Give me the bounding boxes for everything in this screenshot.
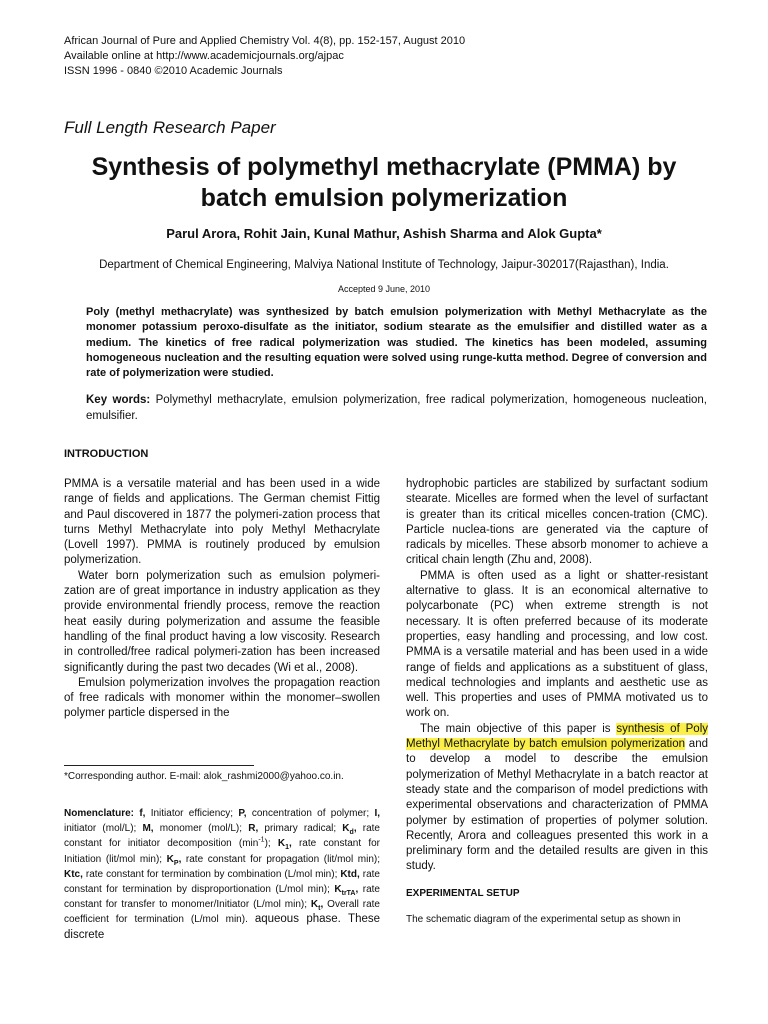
experimental-setup-text: The schematic diagram of the experimental setup as shown in [406, 914, 681, 925]
intro-paragraph-3: Emulsion polymerization involves the propagation reaction of free radicals with monomer within the monomer–swollen polymer particle dispersed in the [64, 676, 380, 720]
footnote-divider [64, 765, 254, 766]
nomenclature-label: Nomenclature: [64, 808, 135, 819]
journal-header [64, 34, 465, 79]
objective-text-post: and to develop a model to describe the emulsion polymerization of Methyl Methacrylate in a batch reactor at steady state and the comparison of model predictions with experimental observations and characterization of PMMA polymer by estimation of properties of polymer solution. Recently, Arora and colleagues presented this work in a preliminary form and the detailed results are given in this study. [406, 738, 708, 873]
col2-paragraph-3 [406, 722, 708, 875]
journal-issn: ISSN 1996 - 0840 ©2010 Academic Journals [64, 65, 283, 77]
objective-text-pre: The main objective of this paper is [420, 722, 617, 735]
nomenclature-tail: aqueous phase. These discrete [64, 913, 380, 941]
introduction-heading: INTRODUCTION [64, 448, 149, 460]
author-list: Parul Arora, Rohit Jain, Kunal Mathur, Ashish Sharma and Alok Gupta* [166, 226, 602, 241]
col2-paragraph-2: PMMA is often used as a light or shatter-resistant alternative to glass. It is an economical alternative to polycarbonate (PC) when extreme strength is not necessary. It is often preferred because of its moderate properties, easy handling and processing, and low cost. PMMA is a versatile material and has been used in a wide range of fields and applications as a substituent of glass, medical technologies and implants and aesthetic use as well. This properties and uses of PMMA motivated us to work on. [406, 569, 708, 720]
journal-url[interactable]: Available online at http://www.academicjournals.org/ajpac [64, 50, 344, 62]
introduction-column [64, 477, 380, 722]
right-column [406, 477, 708, 875]
keywords-label: Key words: [86, 394, 151, 406]
paper-type: Full Length Research Paper [64, 118, 276, 137]
keywords-text: Polymethyl methacrylate, emulsion polymerization, free radical polymerization, homogeneous nucleation, emulsifier. [86, 394, 707, 422]
affiliation: Department of Chemical Engineering, Malviya National Institute of Technology, Jaipur-302017(Rajasthan), India. [99, 259, 669, 271]
journal-citation: African Journal of Pure and Applied Chemistry Vol. 4(8), pp. 152-157, August 2010 [64, 35, 466, 47]
keywords [86, 392, 707, 424]
col2-paragraph-1: hydrophobic particles are stabilized by surfactant sodium stearate. Micelles are formed when the level of surfactant is greater than its critical micelles concen-tration (CMC). Particle nuclea-tions are generated via the capture of radicals by micelles. These absorb monomer to achieve a critical chain length (Zhu and, 2008). [406, 478, 708, 567]
nomenclature: Nomenclature: f, Initiator efficiency; P, concentration of polymer; I, initiator (mol/L); M, monomer (mol/L); R, primary radical; $K_d$, rate constant for initiator decomposition $(\min^{-1})$; $K_1$, rate constant for Initiation (lit/mol min); $K_P$, rate constant for propagation (lit/mol min); Ktc, rate constant for termination by combination (L/mol min); Ktd, rate constant for termination by disproportionation (L/mol min); $K_{trTA}$, rate constant for transfer to monomer/Initiator (L/mol min); $K_t$, Overall rate coefficient for termination (L/mol min). aqueous phase. These discrete [64, 808, 380, 941]
abstract: Poly (methyl methacrylate) was synthesized by batch emulsion polymerization with Methyl Methacrylate as the monomer potassium peroxo-disulfate as the initiator, sodium stearate as the emulsifier and distilled water as a medium. The kinetics of free radical polymerization was studied. The kinetics has been modeled, assuming homogeneous nucleation and the resulting equation were solved using runge-kutta method. Degree of conversion and rate of polymerization were studied. [86, 306, 707, 380]
highlighted-objective[interactable]: synthesis of Poly Methyl Methacrylate by batch emulsion polymerization [406, 722, 708, 751]
corresponding-author-footnote: *Corresponding author. E-mail: alok_rashmi2000@yahoo.co.in. [64, 771, 344, 782]
accepted-date: Accepted 9 June, 2010 [337, 284, 431, 294]
paper-title: Synthesis of polymethyl methacrylate (PMMA) by batch emulsion polymerization [91, 153, 677, 212]
experimental-setup-heading: EXPERIMENTAL SETUP [406, 888, 520, 899]
intro-paragraph-2: Water born polymerization such as emulsion polymeri-zation are of great importance in industry application as they provide environmental friendly process, remove the reaction heat easily during polymerization and assume the feasible handling of the final product having a low viscosity. Research in controlled/free radical polymeri-zation has been increased significantly during the past two decades (Wi et al., 2008). [64, 569, 380, 674]
intro-paragraph-1: PMMA is a versatile material and has been used in a wide range of fields and applications. The German chemist Fittig and Paul discovered in 1877 the polymeri-zation process that turns Methyl Methacrylate into poly Methyl Methacrylate (Lovell 1997). PMMA is routinely produced by emulsion polymerization. [64, 478, 380, 567]
